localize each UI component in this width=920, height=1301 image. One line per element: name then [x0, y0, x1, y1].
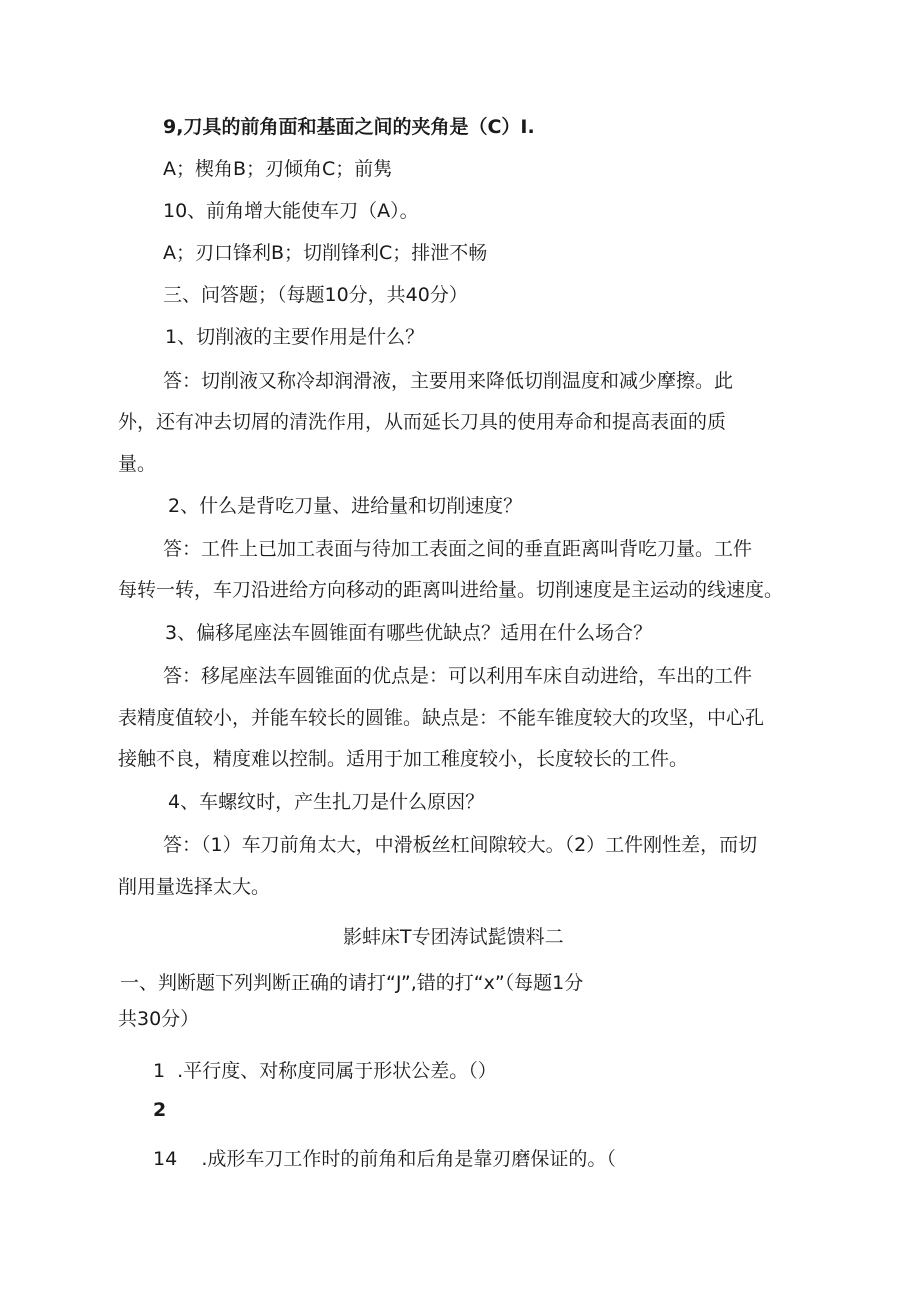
qa-question-4: 4、车螺纹时，产生扎刀是什么原因？	[168, 791, 485, 813]
question-9: 9,刀具的前角面和基面之间的夹角是（C）I.	[163, 116, 535, 138]
qa-answer-1-line-2: 外，还有冲去切屑的清洗作用，从而延长刀具的使用寿命和提高表面的质	[118, 411, 727, 433]
qa-answer-3-line-3: 接触不良，精度难以控制。适用于加工稚度较小，长度较长的工件。	[118, 748, 689, 770]
qa-question-2: 2、什么是背吃刀量、进给量和切削速度？	[168, 495, 523, 517]
judgment-heading-line-2: 共30分）	[118, 1008, 200, 1030]
qa-question-1: 1、切削液的主要作用是什么？	[165, 326, 425, 348]
qa-answer-2-line-2: 每转一转，车刀沿进给方向移动的距离叫进给量。切削速度是主运动的线速度。	[118, 579, 784, 601]
judgment-heading-line-1: 一、判断题下列判断正确的请打“J”,错的打“x”（每题1分	[120, 972, 584, 994]
qa-answer-4-line-2: 削用量选择太大。	[118, 876, 271, 898]
qa-answer-4-line-1: 答：（1）车刀前角太大，中滑板丝杠间隙较大。（2）工件刚性差，而切	[163, 834, 758, 856]
question-10: 10、前角增大能使车刀（A）。	[163, 200, 419, 222]
question-9-options: A；楔角B；刃倾角C；前隽	[163, 158, 393, 180]
qa-answer-2-line-1: 答：工件上已加工表面与待加工表面之间的垂直距离叫背吃刀量。工件	[163, 538, 753, 560]
section-b-title: 影蚌床T专团涛试髭馈料二	[343, 926, 564, 948]
qa-question-3: 3、偏移尾座法车圆锥面有哪些优缺点？适用在什么场合？	[165, 622, 653, 644]
qa-answer-1-line-3: 量。	[118, 453, 157, 475]
qa-answer-3-line-1: 答：移尾座法车圆锥面的优点是：可以利用车床自动进给，车出的工件	[163, 665, 753, 687]
qa-answer-3-line-2: 表精度值较小，并能车较长的圆锥。缺点是：不能车锥度较大的攻坚，中心孔	[118, 707, 765, 729]
judgment-item-2: 2	[153, 1099, 167, 1121]
section-heading-qa: 三、问答题；（每题10分，共40分）	[163, 284, 468, 306]
qa-answer-1-line-1: 答：切削液又称冷却润滑液，主要用来降低切削温度和减少摩擦。此	[163, 370, 734, 392]
judgment-item-14: 14 .成形车刀工作时的前角和后角是靠刃磨保证的。（	[153, 1148, 616, 1170]
question-10-options: A；刃口锋利B；切削锋利C；排泄不畅	[163, 242, 488, 264]
judgment-item-1: 1 .平行度、对称度同属于形状公差。（）	[153, 1060, 497, 1082]
